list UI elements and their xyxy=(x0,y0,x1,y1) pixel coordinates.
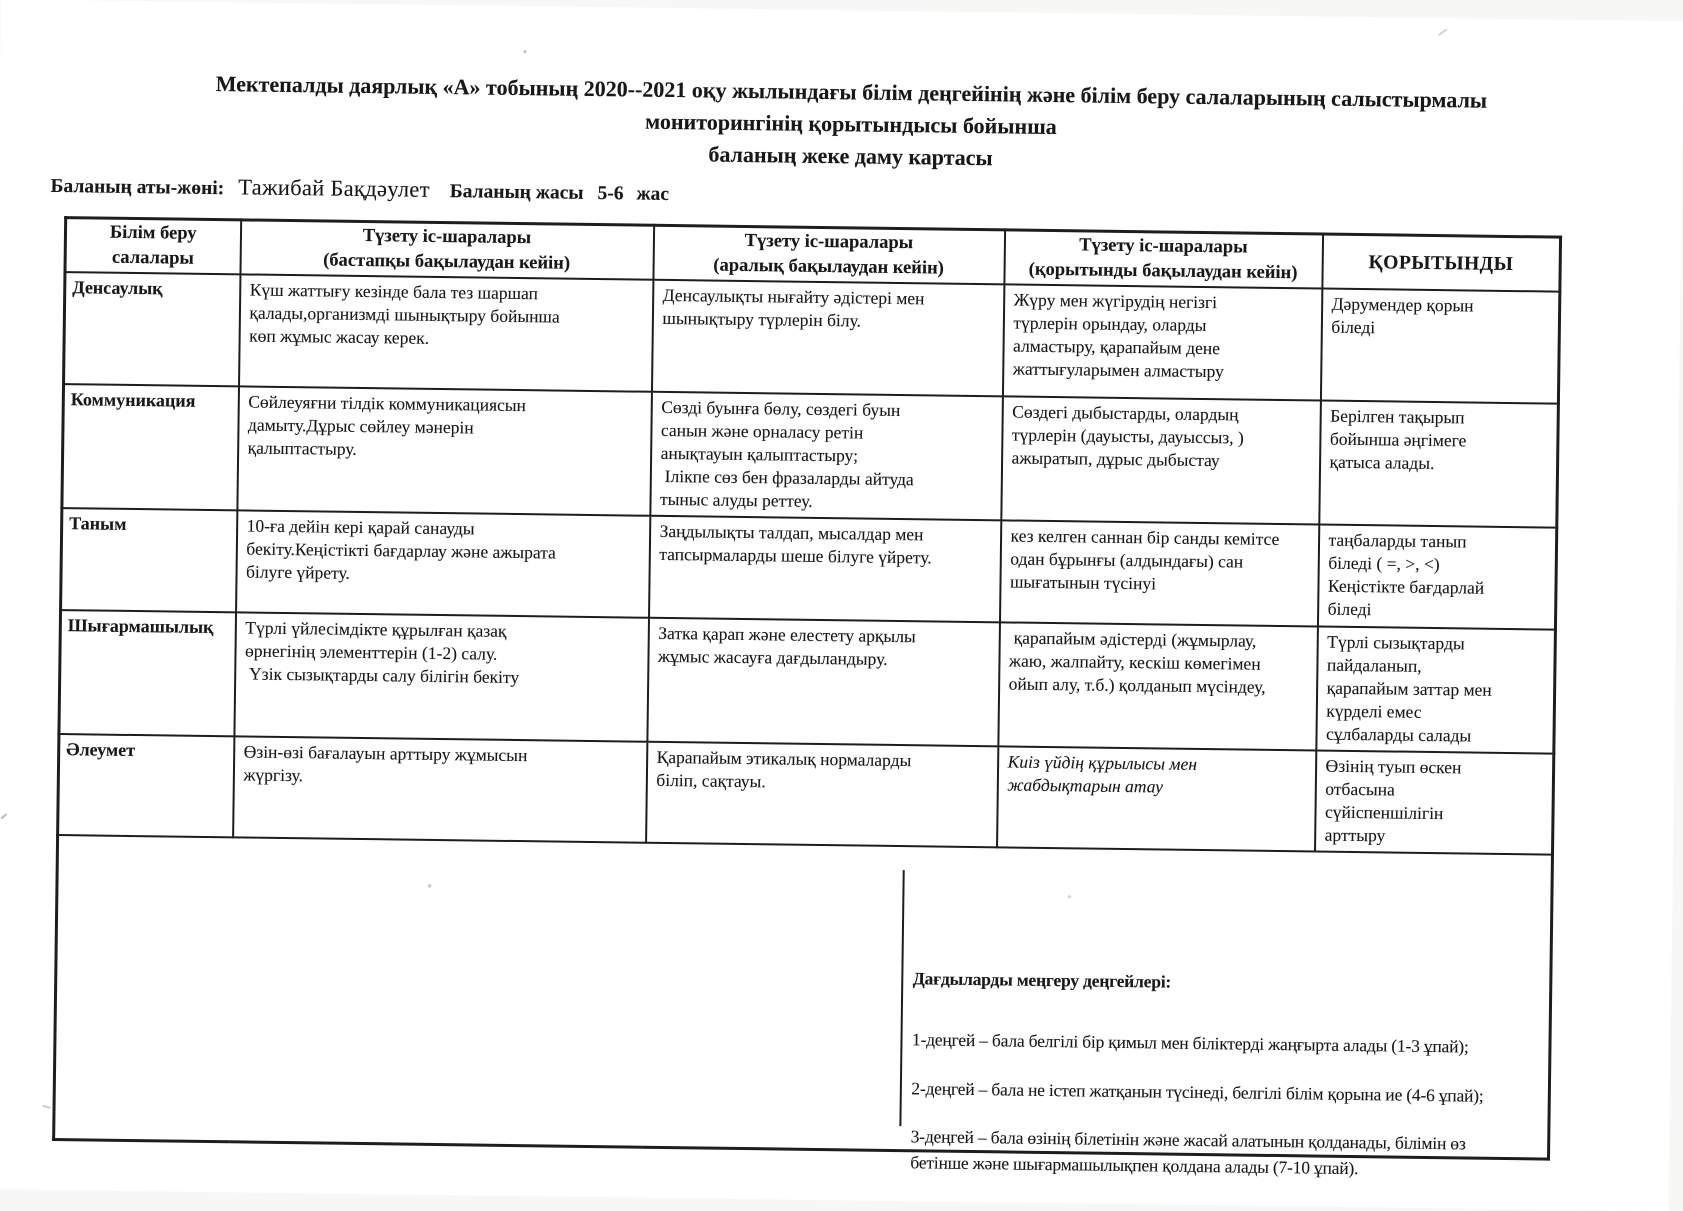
child-age-label: Баланың жасы xyxy=(449,181,584,204)
table-row-social xyxy=(58,734,1554,855)
header-cell-interim-measures: Түзету іс-шаралары (аралық бақылаудан кейін) xyxy=(653,225,1005,284)
table-row-cognition xyxy=(61,508,1557,630)
skill-level-2: 2-деңгей – бала не істеп жатқанын түсінеді, белгілі білім қорына ие (4-6 ұпай); xyxy=(911,1077,1484,1106)
header-cell-education-areas: Білім беру салалары xyxy=(65,218,241,275)
skill-levels-heading: Дағдыларды меңгеру деңгейлері: xyxy=(912,968,1172,992)
table-bottom-row xyxy=(54,835,1553,1159)
table-row-communication xyxy=(62,384,1558,528)
table-cell: Сөйлеуяғни тілдік коммуникациясын дамыту.Дұрыс сөйлеу мәнерін қалыптастыру. xyxy=(237,386,652,515)
table-cell: қарапайым әдістерді (жұмырлау, жаю, жалпайту, кескіш көмегімен ойып алу, т.б.) қолданып мүсіндеу, xyxy=(998,622,1318,750)
document-title xyxy=(0,0,1683,183)
skill-level-1: 1-деңгей – бала белгілі бір қимыл мен біліктерді жаңғырта алады (1-3 ұпай); xyxy=(911,1029,1469,1057)
bottom-section xyxy=(54,835,1553,1178)
table-cell: Заңдылықты талдап, мысалдар мен тапсырмаларды шеше білуге үйрету. xyxy=(649,516,1001,623)
row-label-health: Денсаулық xyxy=(64,272,240,386)
row-label-social: Әлеумет xyxy=(58,734,234,837)
table-cell: Түрлі сызықтарды пайдаланып, қарапайым заттар мен күрделі емес сұлбаларды салады xyxy=(1316,627,1556,754)
title-line-2: мониторингінің қорытындысы бойынша xyxy=(645,108,1057,140)
skill-level-3: 3-деңгей – бала өзінің білетінін және жасай алатынын қолданады, білімін өз бетінше және шығармашылықпен қолдана алады (7-10 ұпай). xyxy=(910,1126,1466,1178)
table-cell: Өзін-өзі бағалауын арттыру жұмысын жүргізу. xyxy=(233,736,647,842)
table-cell: Берілген тақырып бойынша әңгімеге қатыса алады. xyxy=(1319,401,1559,528)
header-cell-conclusion: ҚОРЫТЫНДЫ xyxy=(1322,234,1561,292)
development-map-table xyxy=(52,216,1562,1178)
header-cell-final-measures: Түзету іс-шаралары (қорытынды бақылаудан кейін) xyxy=(1004,230,1323,289)
table-cell: Күш жаттығу кезінде бала тез шаршап қалады,организмді шынықтыру бойынша көп жұмыс жасау керек. xyxy=(239,274,653,391)
scan-artifact xyxy=(1067,895,1071,898)
table-cell: Денсаулықты нығайту әдістері мен шынықтыру түрлерін білу. xyxy=(651,280,1003,397)
scan-artifact xyxy=(523,50,526,53)
scan-artifact xyxy=(427,884,431,888)
table-row-creativity xyxy=(59,610,1555,754)
table-cell: Қарапайым этикалық нормаларды біліп, сақтауы. xyxy=(646,742,998,848)
table-cell: Сөзді буынға бөлу, сөздегі буын санын және орналасу ретін анықтауын қалыптастыру; Ілікпе сөз бен фразаларды айтуда тыныс алуды реттеу. xyxy=(650,392,1003,521)
child-age-value: 5-6 жас xyxy=(597,183,670,205)
row-label-creativity: Шығармашылық xyxy=(59,610,236,736)
bottom-empty-cell xyxy=(55,859,905,1126)
title-line-1: Мектепалды даярлық «А» тобының 2020--2021 оқу жылындағы білім деңгейінің және білім беру салаларының салыстырмалы xyxy=(215,71,1488,113)
table-cell: таңбаларды танып біледі ( =, >, <) Кеңістікте бағдарлай біледі xyxy=(1317,525,1556,630)
child-name-label: Баланың аты-жөні: xyxy=(50,175,225,200)
table-cell: Затка қарап және елестету арқылы жұмыс жасауға дағдыландыру. xyxy=(647,618,1000,747)
table-cell: Жүру мен жүгірудің негізгі түрлерін орындау, оларды алмастыру, қарапайым дене жаттығуларымен алмастыру xyxy=(1002,284,1321,400)
scan-artifact xyxy=(1,813,8,819)
title-line-3: баланың жеке даму картасы xyxy=(708,141,993,171)
table-cell: кез келген саннан бір санды кемітсе одан бұрынғы (алдындағы) сан шығатынын түсінуі xyxy=(999,520,1318,626)
table-cell: Сөздегі дыбыстарды, олардың түрлерін (дауысты, дауыссыз, ) ажыратып, дұрыс дыбыстау xyxy=(1001,396,1321,524)
scan-artifact xyxy=(42,1105,50,1109)
table-row-health xyxy=(64,272,1560,404)
child-name-value: Тажибай Бақдәулет xyxy=(238,174,430,202)
table-cell: Түрлі үйлесімдікте құрылған қазақ өрнегінің элементтерін (1-2) салу. Үзік сызықтарды салу білігін бекіту xyxy=(234,612,649,741)
header-cell-initial-measures: Түзету іс-шаралары (бастапқы бақылаудан кейін) xyxy=(240,220,654,280)
table-cell: Киіз үйдің құрылысы мен жабдықтарын атау xyxy=(997,746,1316,851)
row-label-cognition: Таным xyxy=(61,508,237,612)
table-cell: Өзінің туып өскен отбасына сүйіспеншілігін арттыру xyxy=(1315,750,1554,854)
table-cell: Дәрумендер қорын біледі xyxy=(1320,289,1559,404)
table-cell: 10-ға дейін кері қарай санауды бекіту.Кеңістікті бағдарлау және ажырата білуге үйрету. xyxy=(236,510,650,617)
skill-levels-cell xyxy=(902,870,1551,1178)
bottom-wrap xyxy=(55,859,1550,1178)
row-label-communication: Коммуникация xyxy=(62,384,239,510)
